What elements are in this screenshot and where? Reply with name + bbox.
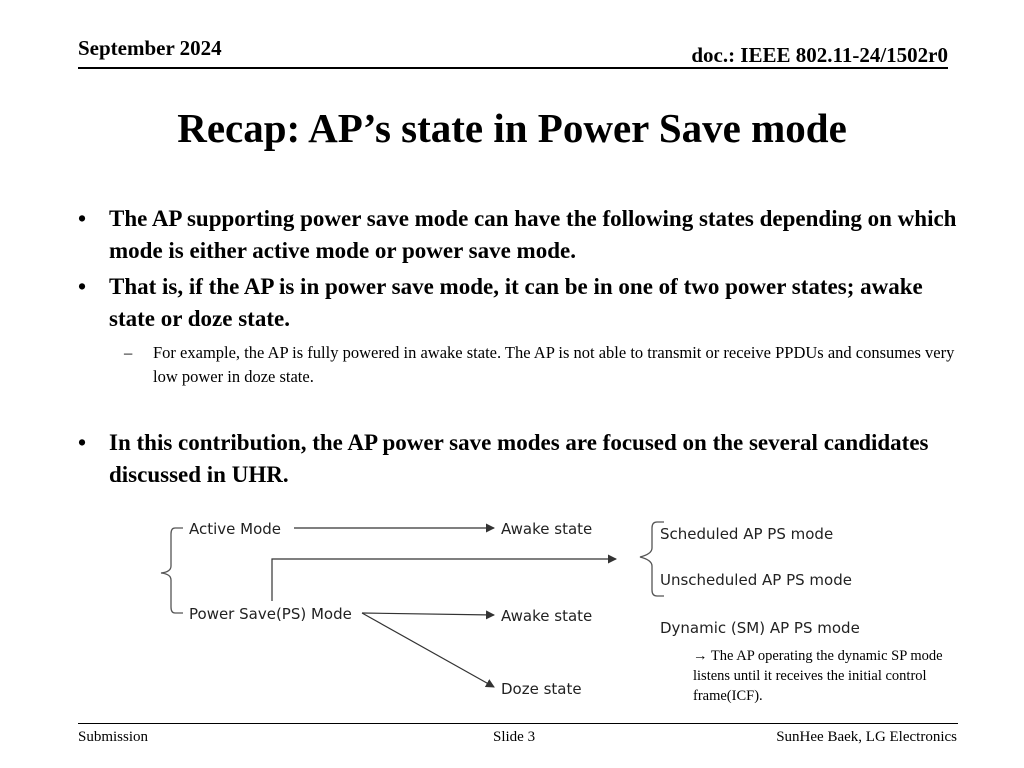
bullet-text: That is, if the AP is in power save mode, it can be in one of two power states; awake state or doze state. [109,274,923,331]
footer-submission: Submission [78,729,149,745]
arrow-ps-to-doze [362,613,494,687]
bullet-mark: • [78,206,87,231]
footer-author: SunHee Baek, LG Electronics [776,729,957,745]
doze-state-label: Doze state [501,680,582,698]
bullet-mark: • [78,430,87,455]
dynamic-mode-note: → The AP operating the dynamic SP mode listens until it receives the initial control frame(ICF). [693,648,943,704]
active-mode-label: Active Mode [189,520,282,538]
unscheduled-ps-label: Unscheduled AP PS mode [660,571,852,589]
sub-bullet-text: For example, the AP is fully powered in awake state. The AP is not able to transmit or receive PPDUs and consumes very low power in doze state. [153,343,955,386]
footer-divider [78,723,958,724]
sub-bullet-mark: – [124,343,133,362]
scheduled-ps-label: Scheduled AP PS mode [660,525,834,543]
left-brace [161,528,183,613]
ps-mode-label: Power Save(PS) Mode [189,605,352,623]
header-doc-id: doc.: IEEE 802.11-24/1502r0 [691,43,948,67]
bullet-text: The AP supporting power save mode can have the following states depending on which mode is either active mode or power save mode. [109,206,957,263]
bullet-text: In this contribution, the AP power save modes are focused on the several candidates discussed in UHR. [109,430,929,487]
header-date: September 2024 [78,36,222,60]
bullet-mark: • [78,274,87,299]
footer-slide-number: Slide 3 [493,729,536,745]
dynamic-ps-label: Dynamic (SM) AP PS mode [660,619,860,637]
arrow-ps-to-awake [362,613,494,615]
slide-title: Recap: AP’s state in Power Save mode [177,105,847,151]
arrow-ps-to-candidates [272,559,616,601]
awake-state-label-2: Awake state [501,607,593,625]
awake-state-label-1: Awake state [501,520,593,538]
